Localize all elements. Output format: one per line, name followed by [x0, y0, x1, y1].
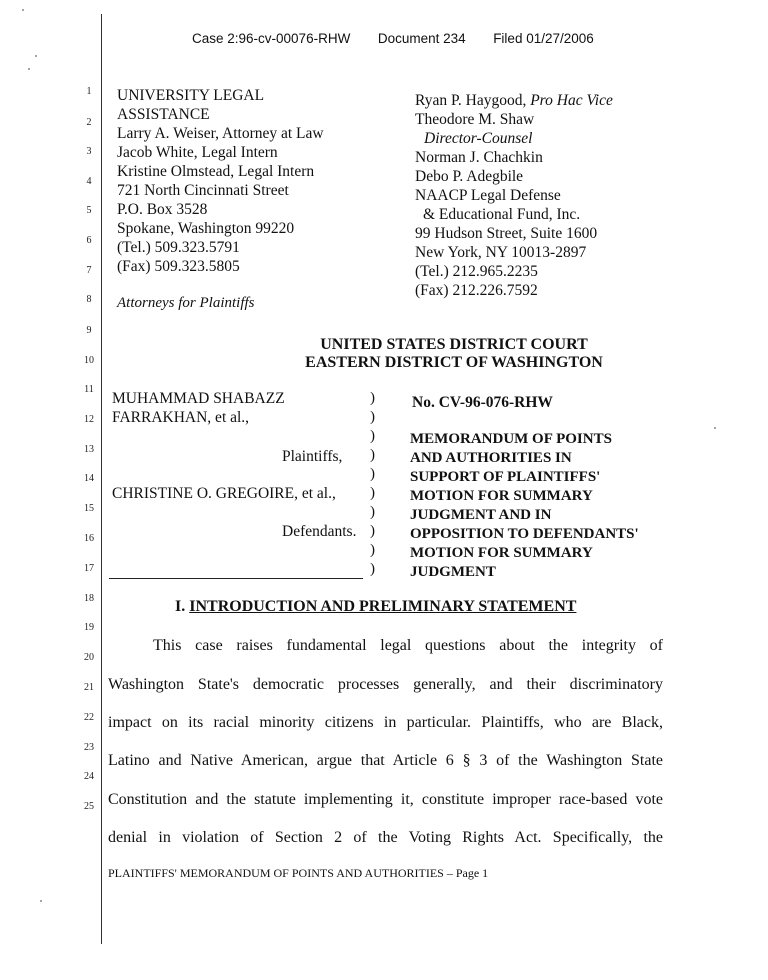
line-number: 7 — [86, 265, 92, 276]
line-number: 24 — [84, 771, 94, 782]
scan-speck — [35, 55, 37, 57]
section-title: INTRODUCTION AND PRELIMINARY STATEMENT — [189, 598, 577, 615]
line-number: 8 — [86, 294, 92, 305]
footer-text: PLAINTIFFS' MEMORANDUM OF POINTS AND AUTHORITIES — [108, 866, 444, 880]
body-line: This case raises fundamental legal questions about the integrity of — [153, 637, 663, 654]
line-number: 19 — [84, 622, 94, 633]
counsel-left-line: (Fax) 509.323.5805 — [117, 258, 240, 275]
memo-title-line: MEMORANDUM OF POINTS — [410, 431, 612, 447]
plaintiff-line2: FARRAKHAN, et al., — [112, 409, 250, 426]
line-number: 2 — [86, 117, 92, 128]
memo-title-line: AND AUTHORITIES IN — [410, 450, 572, 466]
court-name-line2: EASTERN DISTRICT OF WASHINGTON — [305, 354, 603, 371]
margin-rule — [101, 14, 102, 944]
counsel-right-line: New York, NY 10013-2897 — [415, 244, 587, 261]
counsel-left-line: ASSISTANCE — [117, 106, 210, 123]
memo-title-line: MOTION FOR SUMMARY — [410, 488, 593, 504]
plaintiffs-label: Plaintiffs, — [282, 448, 343, 465]
counsel-left-line: (Tel.) 509.323.5791 — [117, 239, 240, 256]
filing-header — [192, 31, 594, 46]
counsel-left-line: UNIVERSITY LEGAL — [117, 87, 265, 104]
court-name-line1: UNITED STATES DISTRICT COURT — [320, 336, 588, 353]
line-number: 21 — [84, 682, 94, 693]
memo-title-line: MOTION FOR SUMMARY — [410, 545, 593, 561]
counsel-left-line: 721 North Cincinnati Street — [117, 182, 289, 199]
caption-underline — [109, 578, 363, 579]
line-number: 1 — [86, 86, 92, 97]
counsel-left-line: Kristine Olmstead, Legal Intern — [117, 163, 315, 180]
page-footer — [108, 866, 488, 881]
case-number-stamp: Case 2:96-cv-00076-RHW — [192, 31, 351, 46]
counsel-left-line: Spokane, Washington 99220 — [117, 220, 295, 237]
line-number: 16 — [84, 533, 94, 544]
memo-title-line: OPPOSITION TO DEFENDANTS' — [410, 526, 639, 542]
plaintiff-names — [112, 389, 285, 427]
document-number-stamp: Document 234 — [377, 31, 466, 46]
section-heading — [175, 598, 576, 616]
filed-date-stamp: Filed 01/27/2006 — [493, 31, 594, 46]
line-number: 6 — [86, 235, 92, 246]
body-line: Latino and Native American, argue that Article 6 § 3 of the Washington State — [108, 752, 663, 769]
line-number: 9 — [86, 325, 92, 336]
counsel-right-line: NAACP Legal Defense — [415, 187, 561, 204]
line-number: 18 — [84, 593, 94, 604]
counsel-left-line: Jacob White, Legal Intern — [117, 144, 278, 161]
pro-hac-vice: Pro Hac Vice — [530, 92, 613, 109]
line-number: 25 — [84, 801, 94, 812]
defendant-name: CHRISTINE O. GREGOIRE, et al., — [112, 485, 336, 502]
line-number: 5 — [86, 205, 92, 216]
counsel-right-line: & Educational Fund, Inc. — [423, 206, 581, 223]
line-number: 23 — [84, 742, 94, 753]
case-number: No. CV-96-076-RHW — [412, 394, 553, 411]
counsel-right-line: (Tel.) 212.965.2235 — [415, 263, 538, 280]
scan-speck — [40, 900, 42, 902]
line-number: 22 — [84, 712, 94, 723]
defendants-label: Defendants. — [282, 523, 357, 540]
counsel-right-line: (Fax) 212.226.7592 — [415, 282, 538, 299]
scan-speck — [22, 9, 24, 11]
section-number: I. — [175, 598, 186, 615]
line-number: 17 — [84, 563, 94, 574]
scan-speck — [28, 68, 30, 70]
counsel-right-line: Norman J. Chachkin — [415, 149, 543, 166]
counsel-left-line: Larry A. Weiser, Attorney at Law — [117, 125, 324, 142]
counsel-right-line: Theodore M. Shaw — [415, 111, 535, 128]
body-line: denial in violation of Section 2 of the Voting Rights Act. Specifically, the — [108, 829, 663, 846]
memo-title-line: JUDGMENT AND IN — [410, 507, 552, 523]
line-number: 14 — [84, 473, 94, 484]
counsel-right-title: Director-Counsel — [424, 130, 533, 147]
line-number: 13 — [84, 444, 94, 455]
line-number: 11 — [84, 384, 94, 395]
court-name — [0, 336, 768, 372]
memorandum-title — [410, 430, 639, 582]
line-number: 3 — [86, 146, 92, 157]
counsel-right-line: 99 Hudson Street, Suite 1600 — [415, 225, 598, 242]
line-number: 20 — [84, 652, 94, 663]
line-number: 4 — [86, 176, 92, 187]
scan-speck — [714, 427, 716, 429]
memo-title-line: SUPPORT OF PLAINTIFFS' — [410, 469, 601, 485]
line-number: 10 — [84, 355, 94, 366]
caption-parentheses: ) ) ) ) ) ) ) ) ) ) — [370, 390, 375, 577]
plaintiff-line1: MUHAMMAD SHABAZZ — [112, 390, 285, 407]
counsel-right-line: Debo P. Adegbile — [415, 168, 524, 185]
body-line: Washington State's democratic processes generally, and their discriminatory — [108, 676, 663, 693]
line-number: 12 — [84, 414, 94, 425]
attorneys-for-plaintiffs: Attorneys for Plaintiffs — [117, 295, 255, 311]
counsel-right-name-text: Ryan P. Haygood, — [415, 92, 527, 109]
line-number: 15 — [84, 503, 94, 514]
counsel-right-block — [415, 91, 613, 300]
footer-page: – Page 1 — [446, 866, 489, 880]
body-line: Constitution and the statute implementing it, constitute improper race-based vote — [108, 791, 663, 808]
memo-title-line: JUDGMENT — [410, 564, 496, 580]
counsel-left-block — [117, 86, 324, 276]
body-line: impact on its racial minority citizens in particular. Plaintiffs, who are Black, — [108, 714, 663, 731]
counsel-left-line: P.O. Box 3528 — [117, 201, 208, 218]
counsel-right-name — [415, 91, 613, 110]
